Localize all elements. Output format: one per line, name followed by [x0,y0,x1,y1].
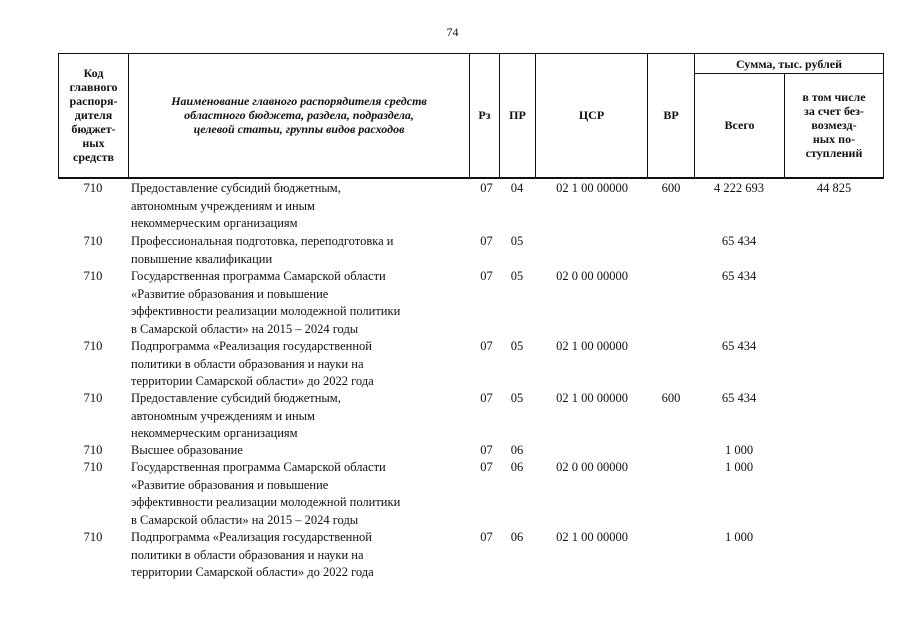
cell-name-line: эффективности реализации молодежной политики [131,304,401,318]
cell-total: 1 000 [724,443,754,457]
cell-name [131,338,471,391]
cell-kod: 710 [83,530,103,544]
cell-kod: 710 [83,181,103,195]
cell-name-line: в Самарской области» на 2015 – 2024 годы [131,321,359,336]
cell-name-line: Профессиональная подготовка, переподготовка и [131,234,394,248]
cell-kod: 710 [83,339,103,353]
table-header [58,53,884,178]
cell-rz: 07 [480,234,493,248]
header-free [785,74,883,176]
cell-vr: 600 [661,391,681,405]
cell-csr: 02 1 00 00000 [556,181,628,195]
header-name-line: целевой статьи, группы видов расходов [193,122,405,136]
cell-rz: 07 [480,443,493,457]
cell-name-line: политики в области образования и науки на [131,547,364,562]
cell-name-line: автономным учреждениям и иным [131,408,315,423]
header-pr: ПР [509,108,526,122]
header-csr: ЦСР [578,108,605,122]
cell-kod: 710 [83,391,103,405]
cell-name-line: некоммерческим организациям [131,426,298,440]
cell-pr: 05 [510,339,524,353]
cell-rz: 07 [480,460,493,474]
cell-pr: 06 [510,460,524,474]
cell-rz: 07 [480,530,493,544]
header-kod-line: бюджет- [71,122,116,136]
header-name [129,54,469,176]
cell-name [131,180,471,233]
cell-pr: 05 [510,391,524,405]
cell-name-line: автономным учреждениям и иным [131,198,315,213]
cell-kod: 710 [83,269,103,283]
header-kod [59,54,128,176]
cell-vr: 600 [661,181,681,195]
vline [883,53,884,178]
cell-name-line: в Самарской области» на 2015 – 2024 годы [131,512,359,527]
header-kod-line: ных [82,136,105,150]
cell-name-line: территории Самарской области» до 2022 года [131,374,374,388]
cell-total: 1 000 [724,460,754,474]
header-kod-line: дителя [74,108,113,122]
cell-csr: 02 1 00 00000 [556,339,628,353]
cell-kod: 710 [83,234,103,248]
header-bottom-border [58,177,884,179]
header-free-line: ных по- [812,132,856,146]
header-free-line: в том числе [802,90,866,104]
cell-name-line: Предоставление субсидий бюджетным, [131,391,341,405]
cell-total: 1 000 [724,530,754,544]
cell-total: 65 434 [721,339,757,353]
cell-name-line: Подпрограмма «Реализация государственной [131,530,372,544]
header-name-line: областного бюджета, раздела, подраздела, [184,108,414,122]
cell-name-line: Предоставление субсидий бюджетным, [131,181,341,195]
cell-name [131,233,471,268]
cell-name-line: «Развитие образования и повышение [131,286,329,301]
header-kod-line: Код [83,66,104,80]
cell-pr: 06 [510,530,524,544]
header-free-line: за счет без- [804,104,864,118]
cell-total: 65 434 [721,234,757,248]
cell-name-line: Государственная программа Самарской области [131,460,386,474]
header-rz: Рз [478,108,491,122]
cell-kod: 710 [83,460,103,474]
header-kod-line: главного [69,80,118,94]
header-free-line: возмезд- [811,118,857,132]
cell-csr: 02 1 00 00000 [556,530,628,544]
cell-rz: 07 [480,391,493,405]
cell-csr: 02 0 00 00000 [556,460,628,474]
cell-pr: 04 [510,181,524,195]
cell-kod: 710 [83,443,103,457]
cell-name-line: Государственная программа Самарской области [131,269,386,283]
header-total: Всего [724,118,755,132]
cell-total: 65 434 [721,391,757,405]
header-name-line: Наименование главного распорядителя средств [171,94,427,108]
cell-total: 65 434 [721,269,757,283]
cell-free: 44 825 [816,181,852,195]
cell-csr: 02 1 00 00000 [556,391,628,405]
cell-total: 4 222 693 [714,181,764,195]
cell-name-line: некоммерческим организациям [131,216,298,230]
cell-name-line: «Развитие образования и повышение [131,477,329,492]
page-number: 74 [446,25,459,39]
cell-pr: 05 [510,234,524,248]
cell-name-line: эффективности реализации молодежной политики [131,495,401,509]
cell-csr: 02 0 00 00000 [556,269,628,283]
header-vr: ВР [663,108,679,122]
cell-name-line: территории Самарской области» до 2022 года [131,565,374,579]
cell-pr: 06 [510,443,524,457]
cell-pr: 05 [510,269,524,283]
cell-name-line: политики в области образования и науки на [131,356,364,371]
cell-name [131,459,471,529]
cell-rz: 07 [480,181,493,195]
cell-name [131,268,471,338]
cell-rz: 07 [480,339,493,353]
cell-name [131,529,471,582]
cell-name [131,390,471,443]
cell-name-line: повышение квалификации [131,251,273,266]
cell-name-line: Подпрограмма «Реализация государственной [131,339,372,353]
header-kod-line: распоря- [69,94,118,108]
cell-name-line: Высшее образование [131,443,243,457]
header-kod-line: средств [73,150,114,164]
cell-rz: 07 [480,269,493,283]
header-free-line: ступлений [805,146,863,160]
header-sum: Сумма, тыс. рублей [735,56,843,71]
cell-name [131,442,471,460]
